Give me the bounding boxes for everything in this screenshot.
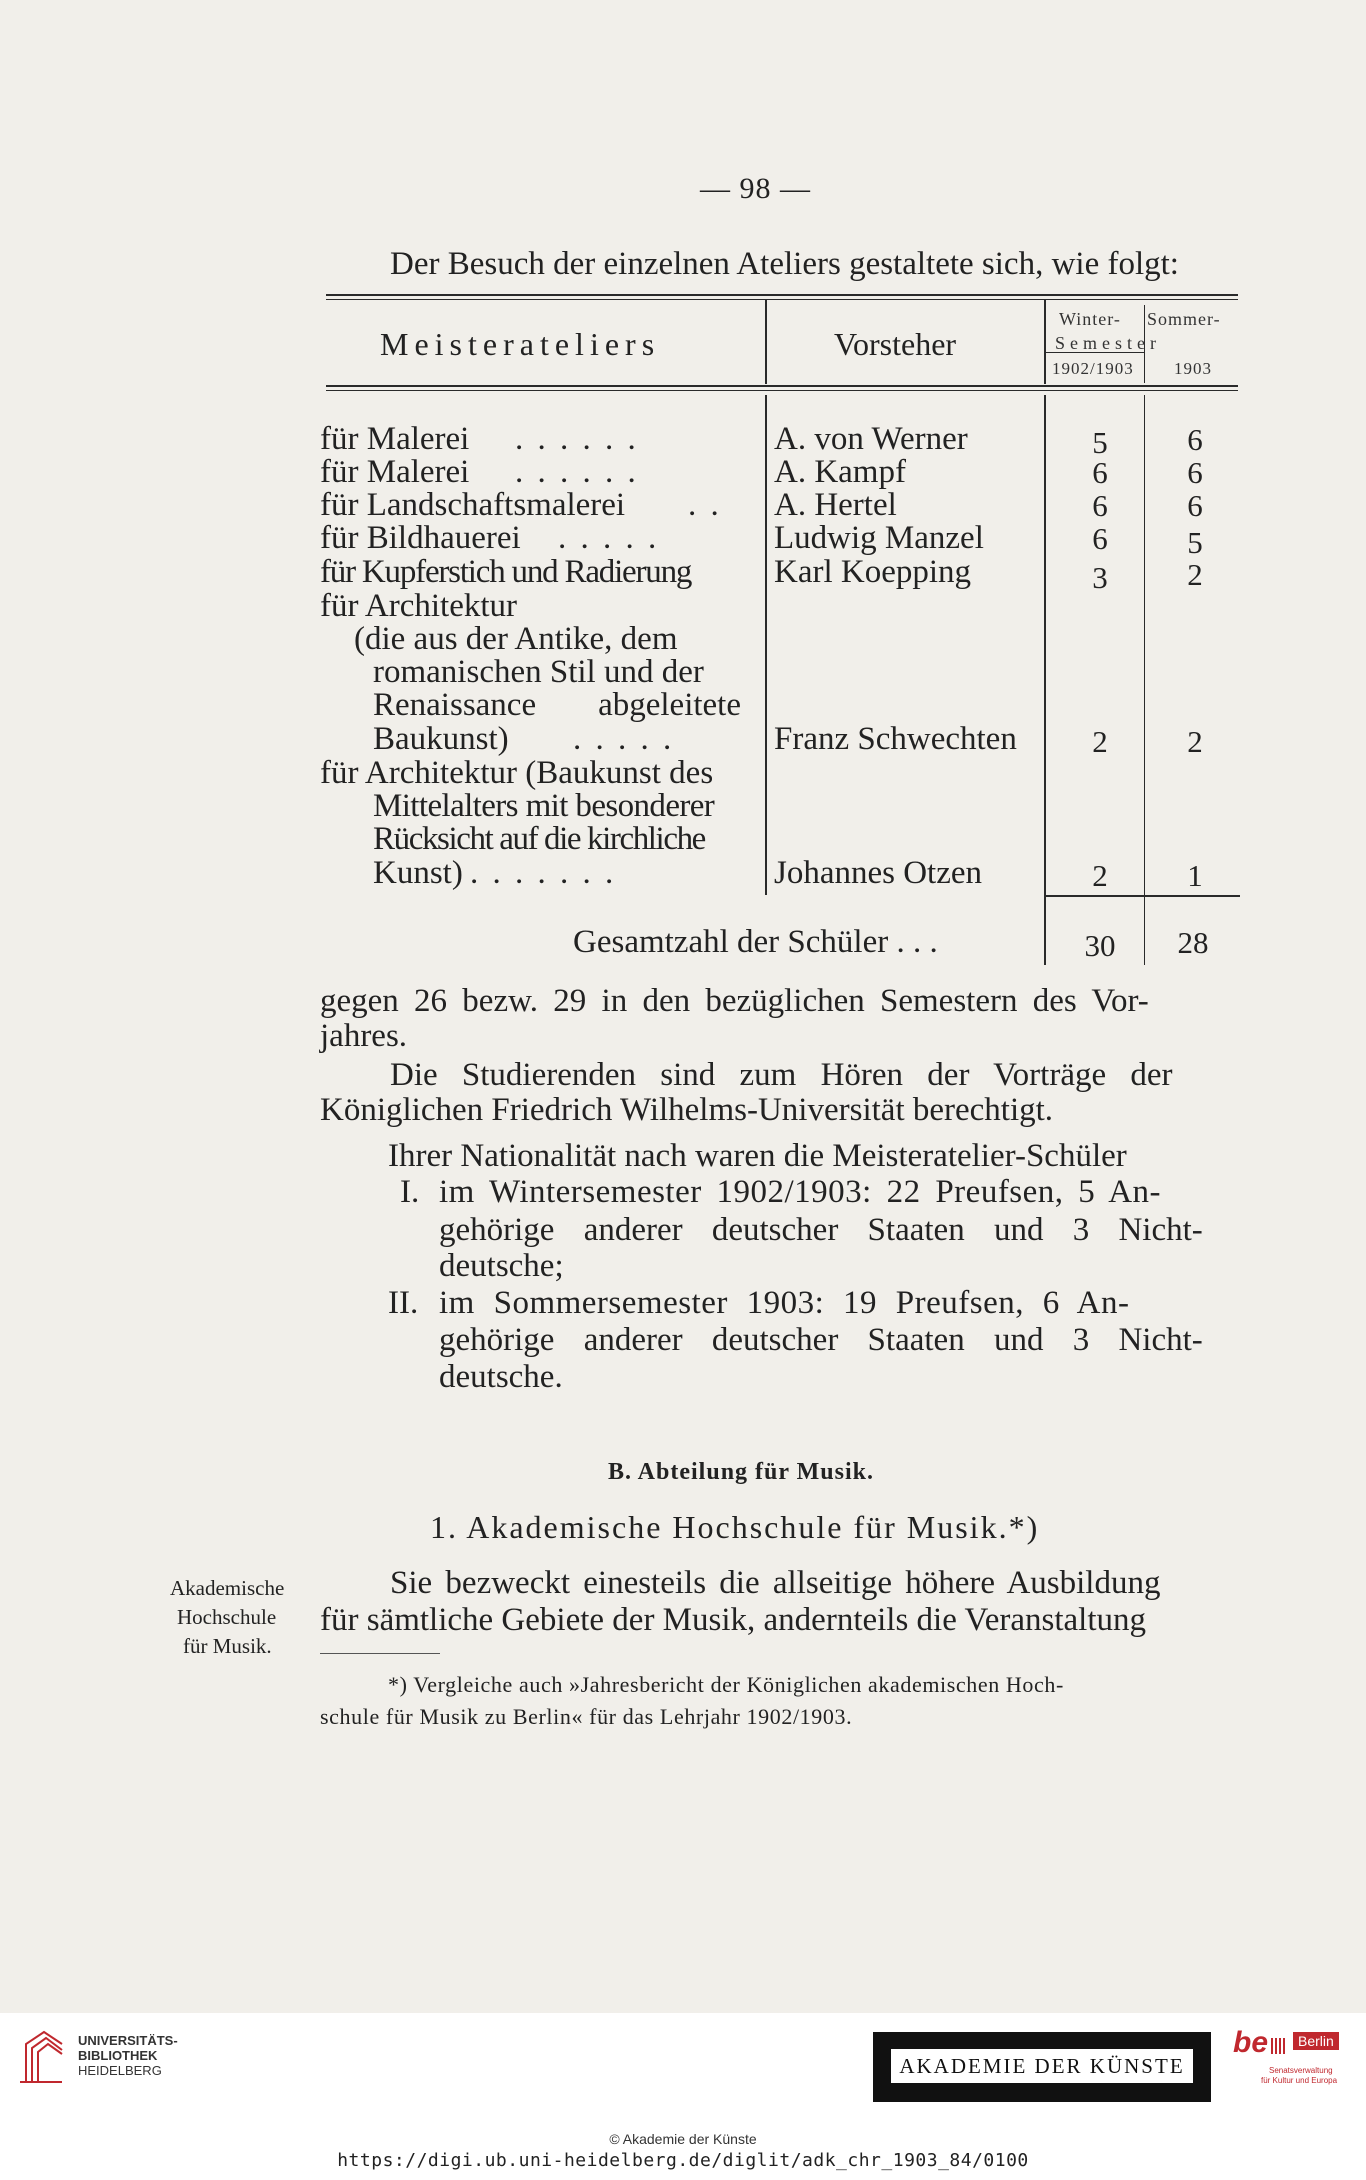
header-winter: Winter-: [1059, 309, 1121, 329]
row-winter: 6: [1092, 521, 1108, 556]
divider-col1: [765, 300, 767, 384]
row-vorsteher: A. Hertel: [774, 487, 897, 523]
row-label: Mittelalters mit besonderer: [373, 788, 715, 824]
row-vorsteher: A. Kampf: [774, 454, 906, 490]
total-label: Gesamtzahl der Schüler . . .: [573, 924, 938, 960]
row-label: für Architektur (Baukunst des: [320, 755, 714, 791]
library-line: HEIDELBERG: [78, 2063, 162, 2078]
row-label: für Kupferstich und Radierung: [320, 554, 692, 590]
body-line: Königlichen Friedrich Wilhelms-Universität berechtigt.: [320, 1092, 1054, 1128]
bkm-bars-icon: [1271, 2038, 1287, 2054]
body-line-text: gegen 26 bezw. 29 in den bezüglichen Semestern des Vor-: [320, 983, 1149, 1019]
library-line: UNIVERSITÄTS-: [78, 2033, 178, 2048]
header-meisterateliers: Meisterateliers: [380, 326, 661, 362]
list-line: deutsche.: [439, 1359, 563, 1395]
list-line: deutsche;: [439, 1248, 564, 1284]
row-label: (die aus der Antike, dem: [354, 621, 678, 657]
row-leader: . .: [688, 487, 722, 523]
list-line: gehörige anderer deutscher Staaten und 3 Nicht-: [439, 1212, 1203, 1248]
body-line: [320, 984, 1238, 1018]
adk-logo: AKADEMIE DER KÜNSTE: [890, 2048, 1194, 2084]
page-number: — 98 —: [700, 172, 811, 205]
row-winter: 6: [1092, 455, 1108, 490]
list-line: im Sommersemester 1903: 19 Preufsen, 6 An-: [439, 1285, 1130, 1321]
row-winter: 6: [1092, 488, 1108, 523]
library-line: BIBLIOTHEK: [78, 2048, 158, 2063]
subsection-heading: 1. Akademische Hochschule für Musik.*): [430, 1509, 1040, 1545]
header-sommer: Sommer-: [1147, 309, 1221, 329]
divider-col2: [1044, 300, 1046, 384]
body-line: Die Studierenden sind zum Hören der Vorträge der: [390, 1057, 1173, 1093]
row-winter: 3: [1092, 560, 1108, 595]
divider-col2-body: [1044, 395, 1046, 965]
row-vorsteher: Karl Koepping: [774, 554, 972, 590]
row-leader: . . . . .: [558, 520, 660, 556]
section-heading: B. Abteilung für Musik.: [608, 1459, 874, 1485]
row-leader: . . . . . .: [515, 454, 639, 490]
row-sommer: 6: [1187, 422, 1203, 457]
bkm-logo-text: be: [1233, 2026, 1269, 2059]
row-label-part: Renaissance: [373, 687, 537, 723]
source-url-link[interactable]: https://digi.ub.uni-heidelberg.de/diglit/adk_chr_1903_84/0100: [337, 2150, 1029, 2171]
row-winter: 5: [1092, 425, 1108, 460]
margin-note-3: für Musik.: [183, 1634, 272, 1658]
header-winter-year: 1902/1903: [1052, 359, 1134, 378]
row-label: Rücksicht auf die kirchliche: [373, 821, 705, 857]
row-label: romanischen Stil und der: [373, 654, 704, 690]
bkm-sub-1: Senatsverwaltung: [1269, 2066, 1333, 2075]
header-vorsteher: Vorsteher: [834, 326, 957, 362]
row-vorsteher: A. von Werner: [774, 421, 968, 457]
row-vorsteher: Franz Schwechten: [774, 721, 1017, 757]
table-top-rule-2: [326, 299, 1238, 300]
divider-col1-body: [765, 395, 767, 895]
body-line: jahres.: [320, 1018, 408, 1054]
table-top-rule: [326, 294, 1238, 296]
row-label: für Architektur: [320, 588, 518, 624]
row-sommer: 1: [1187, 858, 1203, 893]
footnote-line: *) Vergleiche auch »Jahresbericht der Königlichen akademischen Hoch-: [388, 1672, 1064, 1697]
intro-text: Der Besuch der einzelnen Ateliers gestaltete sich, wie folgt:: [390, 246, 1179, 282]
list-number: II.: [388, 1285, 419, 1321]
row-label: für Malerei: [320, 454, 470, 490]
footnote-line: schule für Musik zu Berlin« für das Lehrjahr 1902/1903.: [320, 1704, 853, 1729]
bkm-berlin-badge: Berlin: [1293, 2032, 1339, 2050]
row-leader: . . . . . . .: [470, 855, 617, 891]
row-sommer: 2: [1187, 557, 1203, 592]
divider-col3-body: [1144, 395, 1145, 965]
list-number: I.: [400, 1174, 420, 1210]
margin-note-1: Akademische: [170, 1576, 285, 1600]
body-line: Sie bezweckt einesteils die allseitige höhere Ausbildung: [390, 1565, 1161, 1601]
library-logo-icon: [12, 2026, 72, 2090]
row-leader: . . . . .: [573, 721, 675, 757]
bkm-logo: [1233, 2026, 1353, 2096]
list-line: gehörige anderer deutscher Staaten und 3 Nicht-: [439, 1322, 1203, 1358]
row-leader: . . . . . .: [515, 421, 639, 457]
row-label: für Malerei: [320, 421, 470, 457]
total-sommer: 28: [1177, 925, 1209, 960]
row-label: [373, 688, 741, 722]
margin-note-2: Hochschule: [177, 1605, 277, 1629]
row-sommer: 6: [1187, 455, 1203, 490]
row-winter: 2: [1092, 858, 1108, 893]
body-line: für sämtliche Gebiete der Musik, andernteils die Veranstaltung: [320, 1602, 1146, 1638]
footnote-rule: [320, 1653, 440, 1654]
sum-rule: [1046, 895, 1240, 897]
footer-bar: [0, 2013, 1366, 2180]
row-label: Kunst): [373, 855, 463, 891]
row-label: Baukunst): [373, 721, 509, 757]
row-label: für Bildhauerei: [320, 520, 521, 556]
row-winter: 2: [1092, 724, 1108, 759]
copyright-text: © Akademie der Künste: [609, 2131, 757, 2147]
table-header-rule: [326, 385, 1238, 387]
row-label-part: abgeleitete: [598, 687, 741, 723]
header-sommer-year: 1903: [1174, 359, 1212, 378]
total-winter: 30: [1084, 928, 1116, 963]
row-label: für Landschaftsmalerei: [320, 487, 626, 523]
table-header-rule-2: [326, 390, 1238, 391]
library-name: [78, 2033, 178, 2078]
body-line: Ihrer Nationalität nach waren die Meisteratelier-Schüler: [388, 1138, 1127, 1174]
list-line: im Wintersemester 1902/1903: 22 Preufsen, 5 An-: [439, 1174, 1162, 1210]
bkm-sub-2: für Kultur und Europa: [1261, 2076, 1338, 2085]
row-vorsteher: Ludwig Manzel: [774, 520, 984, 556]
row-vorsteher: Johannes Otzen: [774, 855, 983, 891]
header-semester: Semester: [1055, 333, 1161, 353]
row-sommer: 6: [1187, 488, 1203, 523]
row-sommer: 2: [1187, 724, 1203, 759]
row-sommer: 5: [1187, 525, 1203, 560]
